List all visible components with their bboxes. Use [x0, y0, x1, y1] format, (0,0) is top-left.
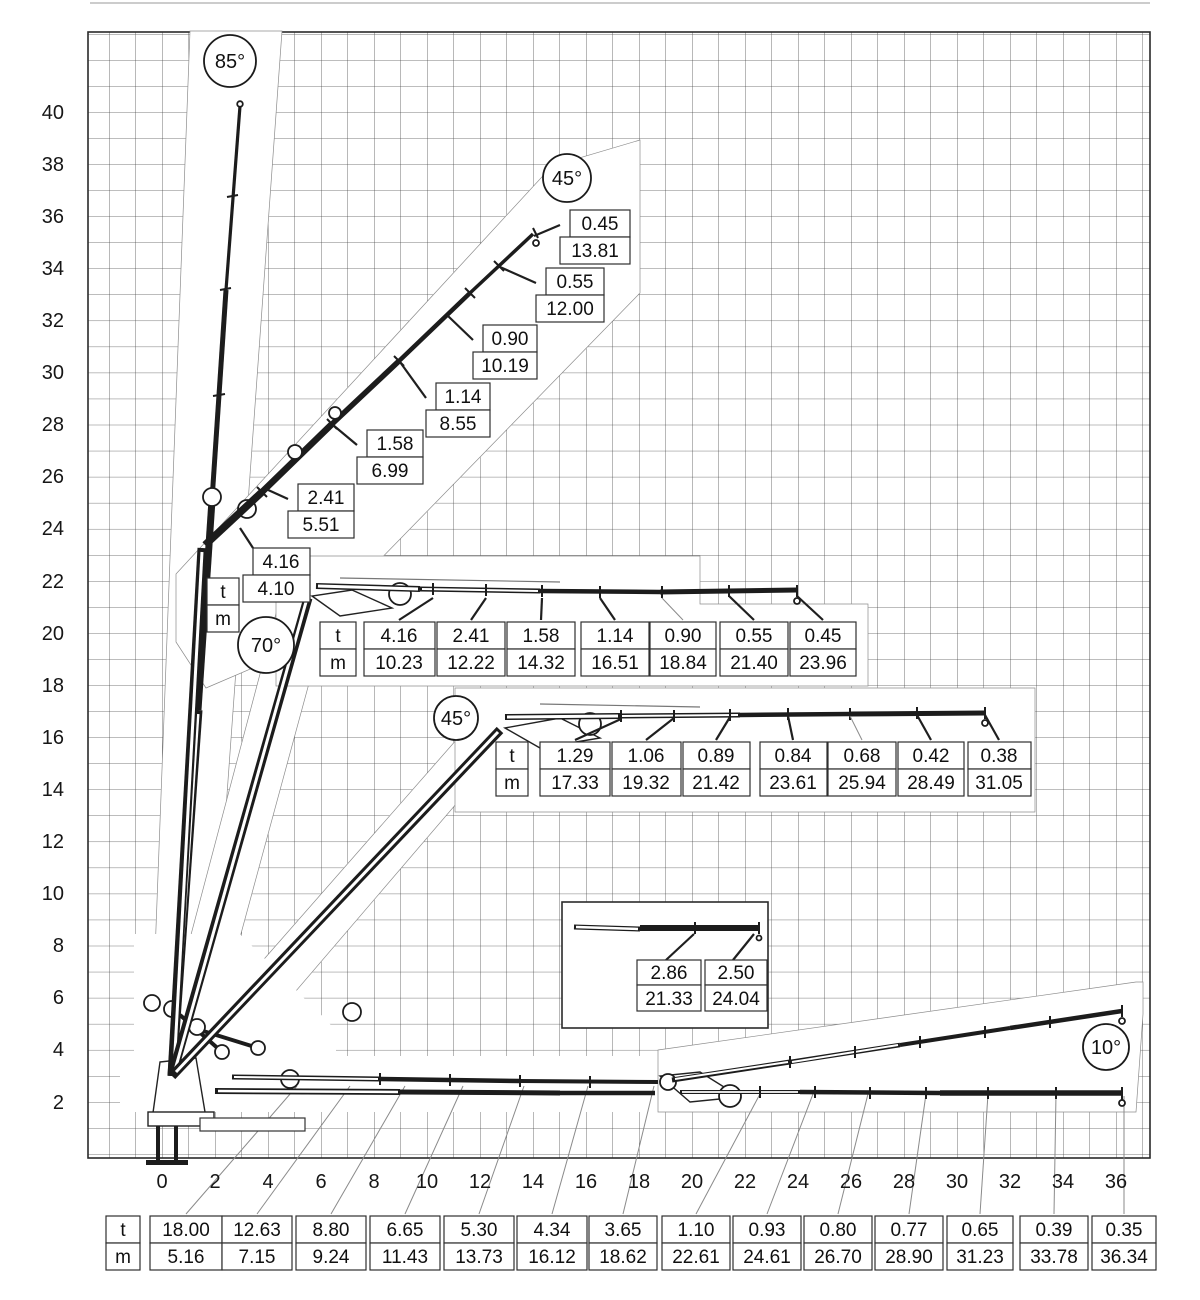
y-tick: 10 — [41, 883, 64, 905]
svg-text:4.16: 4.16 — [380, 626, 418, 647]
table-cell — [790, 622, 856, 676]
x-tick: 24 — [786, 1171, 810, 1193]
x-tick: 22 — [733, 1171, 757, 1193]
callout-t: 0.90 — [491, 329, 529, 350]
table-cell — [683, 742, 750, 796]
x-tick: 34 — [1051, 1171, 1075, 1193]
svg-text:0.65: 0.65 — [961, 1220, 999, 1241]
svg-text:3.65: 3.65 — [604, 1220, 642, 1241]
callout-m: 8.55 — [439, 414, 477, 435]
x-tick: 18 — [627, 1171, 651, 1193]
y-tick: 24 — [41, 518, 64, 540]
m-label: m — [504, 773, 520, 794]
svg-text:6.65: 6.65 — [386, 1220, 424, 1241]
svg-text:0.68: 0.68 — [843, 746, 881, 767]
callout-t: 0.45 — [581, 214, 619, 235]
svg-text:1.06: 1.06 — [627, 746, 665, 767]
table-cell — [662, 1216, 730, 1270]
svg-text:0.84: 0.84 — [774, 746, 812, 767]
svg-text:23.61: 23.61 — [769, 773, 817, 794]
svg-text:21.33: 21.33 — [645, 989, 693, 1010]
x-tick: 6 — [315, 1171, 327, 1193]
tm-header — [320, 622, 356, 676]
y-tick: 16 — [41, 727, 64, 749]
outrigger-foot — [146, 1160, 188, 1165]
outrigger-beam — [200, 1118, 305, 1131]
callout — [637, 960, 701, 1011]
t-label: t — [509, 746, 515, 767]
callout — [243, 548, 310, 602]
angle-label-45-mid: 45° — [440, 708, 472, 730]
x-tick: 8 — [368, 1171, 380, 1193]
svg-text:14.32: 14.32 — [517, 653, 565, 674]
svg-text:33.78: 33.78 — [1030, 1247, 1078, 1268]
svg-text:0.39: 0.39 — [1035, 1220, 1073, 1241]
svg-text:31.05: 31.05 — [975, 773, 1023, 794]
svg-text:19.32: 19.32 — [622, 773, 670, 794]
svg-text:0.93: 0.93 — [748, 1220, 786, 1241]
y-tick: 34 — [41, 258, 64, 280]
y-tick: 8 — [52, 935, 64, 957]
svg-text:13.73: 13.73 — [455, 1247, 503, 1268]
table-cell — [804, 1216, 872, 1270]
svg-text:1.10: 1.10 — [677, 1220, 715, 1241]
table-cell — [898, 742, 964, 796]
t-label: t — [120, 1220, 126, 1241]
svg-text:7.15: 7.15 — [238, 1247, 276, 1268]
svg-text:17.33: 17.33 — [551, 773, 599, 794]
y-tick: 30 — [41, 362, 64, 384]
svg-text:5.16: 5.16 — [167, 1247, 205, 1268]
svg-text:0.89: 0.89 — [697, 746, 735, 767]
table-cell — [720, 622, 788, 676]
svg-text:28.49: 28.49 — [907, 773, 955, 794]
svg-text:18.62: 18.62 — [599, 1247, 647, 1268]
x-tick: 16 — [574, 1171, 598, 1193]
table-cell — [437, 622, 505, 676]
callout-t: 2.41 — [307, 488, 345, 509]
y-axis-labels — [42, 102, 64, 1114]
svg-text:22.61: 22.61 — [672, 1247, 720, 1268]
callout-t: 1.58 — [376, 434, 414, 455]
angle-label-45-top: 45° — [551, 168, 583, 190]
svg-text:2.41: 2.41 — [452, 626, 490, 647]
tm-header — [496, 742, 528, 796]
table-cell — [589, 1216, 657, 1270]
table-cell — [222, 1216, 292, 1270]
callout-m: 12.00 — [546, 299, 594, 320]
y-tick: 4 — [52, 1039, 64, 1061]
table-cell — [828, 742, 896, 796]
table-cell — [296, 1216, 366, 1270]
callout-t: 1.14 — [444, 387, 482, 408]
svg-text:18.00: 18.00 — [162, 1220, 210, 1241]
t-label: t — [220, 582, 226, 603]
table-cell — [947, 1216, 1013, 1270]
angle-label-70: 70° — [250, 635, 282, 657]
table-cell — [968, 742, 1031, 796]
callout-t: 4.16 — [262, 552, 300, 573]
table-cell — [517, 1216, 587, 1270]
x-tick: 4 — [262, 1171, 274, 1193]
x-tick: 12 — [468, 1171, 492, 1193]
table-cell — [650, 622, 716, 676]
y-tick: 18 — [41, 675, 64, 697]
callout — [426, 383, 490, 437]
m-label: m — [215, 609, 231, 630]
svg-text:0.80: 0.80 — [819, 1220, 857, 1241]
x-tick: 30 — [945, 1171, 969, 1193]
svg-text:2.86: 2.86 — [650, 963, 688, 984]
y-tick: 38 — [41, 154, 64, 176]
y-tick: 32 — [41, 310, 64, 332]
y-tick: 22 — [41, 571, 64, 593]
x-tick: 0 — [156, 1171, 168, 1193]
y-tick: 14 — [41, 779, 64, 801]
table-cell — [612, 742, 681, 796]
bottom-table — [106, 1216, 1156, 1270]
m-label: m — [115, 1247, 131, 1268]
svg-text:24.61: 24.61 — [743, 1247, 791, 1268]
angle-label-85: 85° — [214, 51, 246, 73]
table-cell — [540, 742, 610, 796]
m-label: m — [330, 653, 346, 674]
callout-m: 6.99 — [371, 461, 409, 482]
callout — [536, 268, 604, 322]
angle-label-10: 10° — [1090, 1037, 1122, 1059]
x-tick: 36 — [1104, 1171, 1128, 1193]
svg-text:5.30: 5.30 — [460, 1220, 498, 1241]
callout-m: 5.51 — [302, 515, 340, 536]
t-label: t — [335, 626, 341, 647]
y-tick: 12 — [41, 831, 64, 853]
svg-text:36.34: 36.34 — [1100, 1247, 1148, 1268]
y-tick: 2 — [52, 1092, 64, 1114]
table-cell — [507, 622, 575, 676]
svg-text:12.22: 12.22 — [447, 653, 495, 674]
svg-text:16.51: 16.51 — [591, 653, 639, 674]
svg-text:11.43: 11.43 — [381, 1247, 429, 1268]
y-tick: 36 — [41, 206, 64, 228]
callout — [473, 325, 537, 379]
svg-text:9.24: 9.24 — [312, 1247, 350, 1268]
callout-m: 4.10 — [257, 579, 295, 600]
svg-text:0.55: 0.55 — [735, 626, 773, 647]
table-cell — [370, 1216, 440, 1270]
svg-text:12.63: 12.63 — [233, 1220, 281, 1241]
x-tick: 20 — [680, 1171, 704, 1193]
svg-text:0.45: 0.45 — [804, 626, 842, 647]
x-tick: 32 — [998, 1171, 1022, 1193]
callout — [288, 484, 354, 538]
svg-text:4.34: 4.34 — [533, 1220, 571, 1241]
table-cell — [733, 1216, 801, 1270]
callout — [357, 430, 423, 484]
table-cell — [150, 1216, 222, 1270]
callout-m: 13.81 — [571, 241, 619, 262]
svg-text:23.96: 23.96 — [799, 653, 847, 674]
svg-text:25.94: 25.94 — [838, 773, 886, 794]
callout — [560, 210, 630, 264]
svg-text:1.29: 1.29 — [556, 746, 594, 767]
callout — [705, 960, 767, 1011]
svg-text:10.23: 10.23 — [375, 653, 423, 674]
svg-text:28.90: 28.90 — [885, 1247, 933, 1268]
svg-text:31.23: 31.23 — [956, 1247, 1004, 1268]
svg-text:8.80: 8.80 — [312, 1220, 350, 1241]
svg-text:2.50: 2.50 — [717, 963, 755, 984]
y-tick: 40 — [41, 102, 64, 124]
y-tick: 26 — [41, 466, 64, 488]
tm-header — [207, 578, 239, 632]
svg-text:0.77: 0.77 — [890, 1220, 928, 1241]
svg-text:24.04: 24.04 — [712, 989, 760, 1010]
svg-text:0.42: 0.42 — [912, 746, 950, 767]
x-tick: 14 — [521, 1171, 545, 1193]
y-tick: 28 — [41, 414, 64, 436]
callout-m: 10.19 — [481, 356, 529, 377]
svg-text:18.84: 18.84 — [659, 653, 707, 674]
svg-text:0.38: 0.38 — [980, 746, 1018, 767]
table-cell — [1092, 1216, 1156, 1270]
x-tick: 2 — [209, 1171, 221, 1193]
x-tick: 10 — [415, 1171, 439, 1193]
x-tick: 28 — [892, 1171, 916, 1193]
svg-text:21.40: 21.40 — [730, 653, 778, 674]
table-cell — [875, 1216, 943, 1270]
svg-text:21.42: 21.42 — [692, 773, 740, 794]
svg-text:16.12: 16.12 — [528, 1247, 576, 1268]
x-tick: 26 — [839, 1171, 863, 1193]
table-cell — [760, 742, 827, 796]
svg-text:0.90: 0.90 — [664, 626, 702, 647]
svg-text:0.35: 0.35 — [1105, 1220, 1143, 1241]
tm-header — [106, 1216, 140, 1270]
table-cell — [1020, 1216, 1088, 1270]
svg-text:1.58: 1.58 — [522, 626, 560, 647]
inset-box — [562, 902, 768, 1028]
table-cell — [444, 1216, 514, 1270]
callout-t: 0.55 — [556, 272, 594, 293]
svg-text:26.70: 26.70 — [814, 1247, 862, 1268]
table-cell — [364, 622, 435, 676]
y-tick: 20 — [41, 623, 64, 645]
svg-text:1.14: 1.14 — [596, 626, 634, 647]
y-tick: 6 — [52, 987, 64, 1009]
table-cell — [581, 622, 649, 676]
